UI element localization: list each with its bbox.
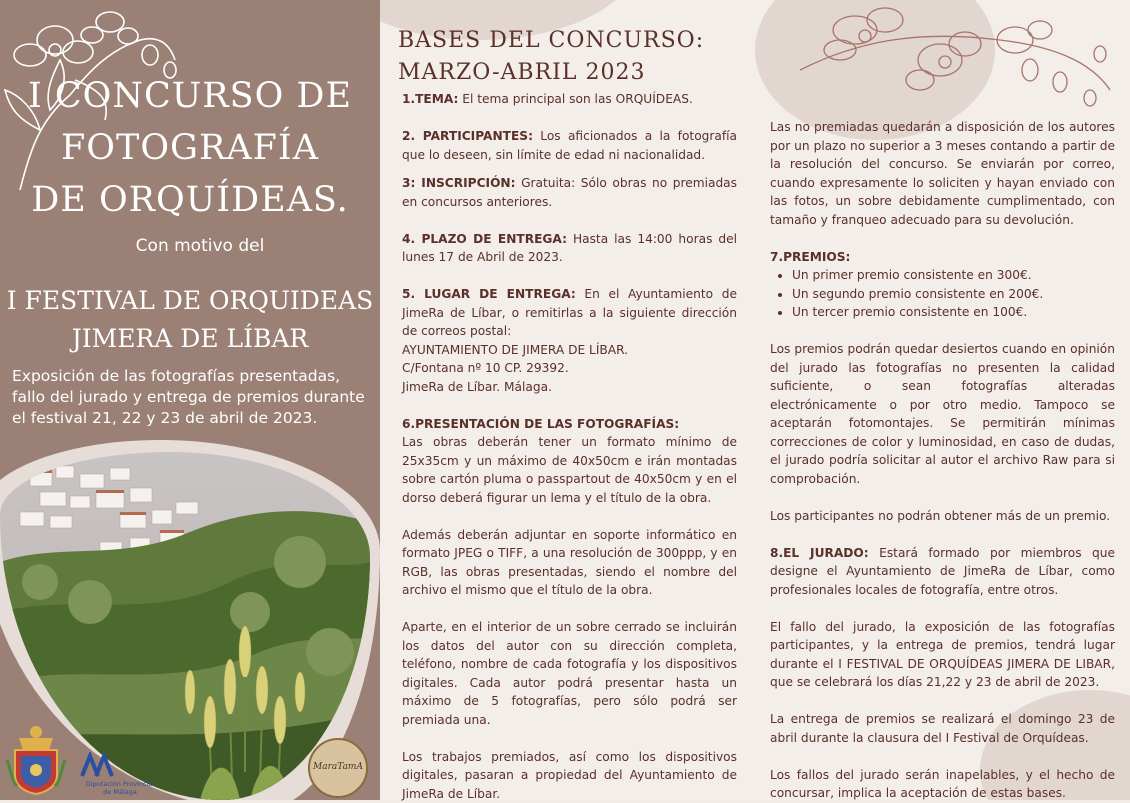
jurado-paragraph-2: La entrega de premios se realizará el domingo 23 de abril durante la clausura del I Festival de Orquídeas. xyxy=(770,710,1115,747)
motivo-text: Con motivo del xyxy=(0,236,380,256)
section-tema xyxy=(402,90,737,109)
address-line-3: JimeRa de Líbar. Málaga. xyxy=(402,378,737,397)
presentacion-paragraph-1: Las obras deberán tener un formato mínimo de 25x35cm y un máximo de 40x50cm e irán montadas sobre cartón pluma o passpartout de 40x50cm y en el dorso deberá figurar un lema y el título de la obra. xyxy=(402,433,737,507)
diputacion-label-line-1: Diputación Provincial xyxy=(70,780,170,788)
premio-item: • Un segundo premio consistente en 200€. xyxy=(792,285,1115,304)
round-emblem xyxy=(308,738,368,798)
contest-title-line-2: FOTOGRAFÍA xyxy=(0,128,380,168)
exposicion-text: Exposición de las fotografías presentadas, fallo del jurado y entrega de premios durante el festival 21, 22 y 23 de abril de 2023. xyxy=(12,366,374,429)
section-inscripcion xyxy=(402,174,737,211)
address-line-1: AYUNTAMIENTO DE JIMERA DE LÍBAR. xyxy=(402,341,737,360)
section-jurado xyxy=(770,544,1115,600)
section-premios-label xyxy=(770,248,1115,267)
presentacion-paragraph-2: Además deberán adjuntar en soporte informático en formato JPEG o TIFF, a una resolución de 300ppp, y en RGB, las obras presentadas, siendo el nombre del archivo el mismo que el título de la obra. xyxy=(402,526,737,600)
section-tema-label: 1.TEMA: xyxy=(402,92,458,106)
presentacion-paragraph-3: Aparte, en el interior de un sobre cerrado se incluirán los datos del autor con su dirección completa, teléfono, nombre de cada fotografía y los dispositivos digitales. Cada autor podrá presentar hasta un máximo de 5 fotografías, pero sólo podrá ser premiada una. xyxy=(402,618,737,729)
left-panel xyxy=(0,0,380,800)
section-plazo-label: 4. PLAZO DE ENTREGA: xyxy=(402,232,567,246)
section-participantes-label: 2. PARTICIPANTES: xyxy=(402,129,533,143)
section-participantes xyxy=(402,127,737,164)
section-jurado-label: 8.EL JURADO: xyxy=(770,546,869,560)
section-presentacion-label xyxy=(402,415,737,434)
section-plazo-text: Hasta las 14:00 horas del lunes 17 de Abril de 2023. xyxy=(402,232,737,265)
section-premios-label-text: 7.PREMIOS: xyxy=(770,250,850,264)
section-participantes-text: Los aficionados a la fotografía que lo deseen, sin límite de edad ni nacionalidad. xyxy=(402,129,737,162)
bases-column-2 xyxy=(770,118,1115,803)
jurado-paragraph-3: Los fallos del jurado serán inapelables, y el hecho de concursar, implica la aceptación de estas bases. xyxy=(770,766,1115,803)
premios-paragraph-2: Los participantes no podrán obtener más de un premio. xyxy=(770,507,1115,526)
section-lugar xyxy=(402,285,737,341)
diputacion-label-line-2: de Málaga xyxy=(70,788,170,796)
coat-of-arms-icon xyxy=(5,720,67,796)
premios-paragraph-1: Los premios podrán quedar desiertos cuando en opinión del jurado las fotografías no presenten la calidad suficiente, o sean fotografías alteradas electrónicamente o por otro medio. Tampoco se aceptarán fotomontajes. Se permitirán mínimas correcciones de color y luminosidad, en caso de dudas, el jurado podría solicitar al autor el archivo Raw para si comprobación. xyxy=(770,340,1115,488)
diputacion-logo-icon xyxy=(78,752,118,778)
premio-item: • Un primer premio consistente en 300€. xyxy=(792,266,1115,285)
festival-title-line-1: I FESTIVAL DE ORQUIDEAS xyxy=(0,286,380,315)
section-inscripcion-text: Gratuita: Sólo obras no premiadas en concursos anteriores. xyxy=(402,176,737,209)
festival-title-line-2: JIMERA DE LÍBAR xyxy=(0,324,380,353)
section-presentacion-label-text: 6.PRESENTACIÓN DE LAS FOTOGRAFÍAS: xyxy=(402,417,679,431)
section-jurado-text: Estará formado por miembros que designe el Ayuntamiento de JimeRa de Líbar, como profesionales locales de fotografía, entre otros. xyxy=(770,546,1115,597)
contest-title-line-1: I CONCURSO DE xyxy=(0,76,380,116)
section-plazo xyxy=(402,230,737,267)
bases-heading-line-2: MARZO-ABRIL 2023 xyxy=(398,60,645,85)
bases-column-1 xyxy=(402,90,737,803)
section-tema-text: El tema principal son las ORQUÍDEAS. xyxy=(458,92,692,106)
no-premiadas-paragraph: Las no premiadas quedarán a disposición de los autores por un plazo no superior a 3 meses contando a partir de la resolución del concurso. Se enviarán por correo, cuando expresamente lo soliciten y hayan enviado con las fotos, un sobre debidamente cumplimentado, con tamaño y franqueo adecuado para su devolución. xyxy=(770,118,1115,229)
premios-list xyxy=(770,266,1115,322)
bases-heading-line-1: BASES DEL CONCURSO: xyxy=(398,28,704,53)
address-line-2: C/Fontana nº 10 CP. 29392. xyxy=(402,359,737,378)
section-lugar-label: 5. LUGAR DE ENTREGA: xyxy=(402,287,576,301)
contest-title-line-3: DE ORQUÍDEAS. xyxy=(0,180,380,220)
jurado-paragraph-1: El fallo del jurado, la exposición de las fotografías participantes, y la entrega de premios, tendrá lugar durante el I FESTIVAL DE ORQUÍDEAS JIMERA DE LIBAR, que se celebrará los días 21,22 y 23 de abril de 2023. xyxy=(770,618,1115,692)
section-inscripcion-label: 3: INSCRIPCIÓN: xyxy=(402,176,516,190)
presentacion-paragraph-4: Los trabajos premiados, así como los dispositivos digitales, pasaran a propiedad del Ayuntamiento de JimeRa de Líbar. xyxy=(402,748,737,803)
round-emblem-text: MaraTamA xyxy=(310,762,366,772)
section-lugar-text: En el Ayuntamiento de JimeRa de Líbar, o remitirlas a la siguiente dirección de correos postal: xyxy=(402,287,737,338)
diputacion-label xyxy=(70,780,170,796)
premio-item: • Un tercer premio consistente en 100€. xyxy=(792,303,1115,322)
